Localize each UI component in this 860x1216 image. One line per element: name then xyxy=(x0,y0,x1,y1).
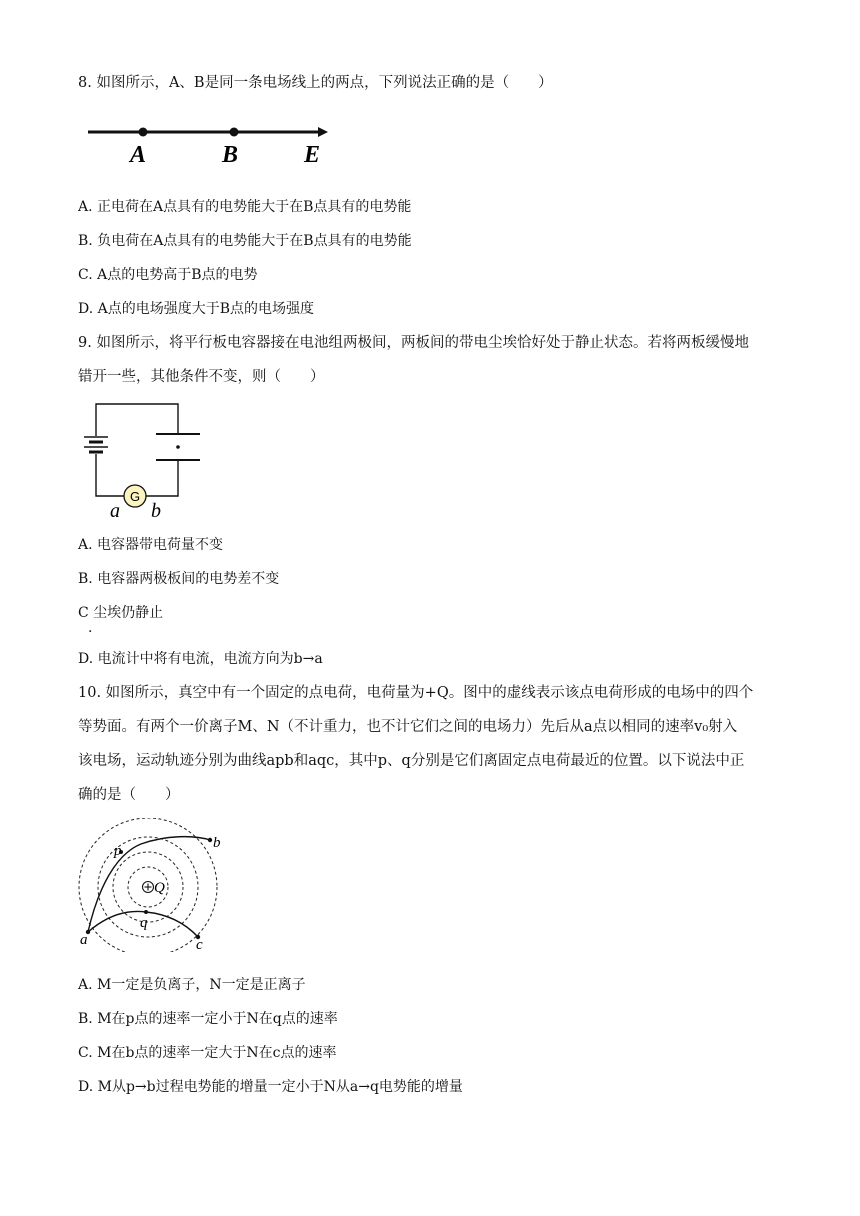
label-e: E xyxy=(304,142,321,168)
q10-stem-line4: 确的是（ ） xyxy=(78,787,180,803)
q8-stem: 8. 如图所示，A、B是同一条电场线上的两点，下列说法正确的是（ ） xyxy=(78,75,553,91)
q9-option-c: C 尘埃仍静止 xyxy=(78,605,164,621)
svg-text:b: b xyxy=(213,835,221,851)
q9-option-c-dot: . xyxy=(88,620,93,636)
q9-stem-line1: 9. 如图所示，将平行板电容器接在电池组两极间，两板间的带电尘埃恰好处于静止状态。若将两板缓慢地 xyxy=(78,335,749,351)
q10-equipotential-figure xyxy=(76,818,226,952)
svg-text:a: a xyxy=(80,932,88,948)
svg-text:c: c xyxy=(196,937,203,952)
svg-text:G: G xyxy=(129,489,141,504)
q8-option-b: B. 负电荷在A点具有的电势能大于在B点具有的电势能 xyxy=(78,233,412,249)
q8-option-a: A. 正电荷在A点具有的电势能大于在B点具有的电势能 xyxy=(78,199,412,215)
q8-option-c: C. A点的电势高于B点的电势 xyxy=(78,267,258,283)
q10-option-d: D. M从p→b过程电势能的增量一定小于N从a→q电势能的增量 xyxy=(78,1079,463,1095)
point-b-dot xyxy=(230,128,239,137)
dust-particle xyxy=(176,445,180,449)
q9-capacitor-circuit-figure xyxy=(80,400,210,522)
point-a-dot xyxy=(139,128,148,137)
q9-option-a: A. 电容器带电荷量不变 xyxy=(78,537,224,553)
q10-stem-line1: 10. 如图所示，真空中有一个固定的点电荷，电荷量为+Q。图中的虚线表示该点电荷形成的电场中的四个 xyxy=(78,685,754,701)
q8-option-d: D. A点的电场强度大于B点的电场强度 xyxy=(78,301,315,317)
label-b: B xyxy=(222,142,239,168)
q9-stem-line2: 错开一些，其他条件不变，则（ ） xyxy=(78,369,325,385)
svg-text:Q: Q xyxy=(154,880,165,896)
svg-text:p: p xyxy=(114,843,122,859)
q10-stem-line3: 该电场，运动轨迹分别为曲线apb和aqc，其中p、q分别是它们离固定点电荷最近的位置。以下说法中正 xyxy=(78,753,745,769)
q10-option-c: C. M在b点的速率一定大于N在c点的速率 xyxy=(78,1045,337,1061)
svg-text:q: q xyxy=(140,915,148,931)
q10-option-b: B. M在p点的速率一定小于N在q点的速率 xyxy=(78,1011,338,1027)
q10-stem-line2: 等势面。有两个一价离子M、N（不计重力，也不计它们之间的电场力）先后从a点以相同的速率v₀射入 xyxy=(78,719,738,735)
q10-option-a: A. M一定是负离子，N一定是正离子 xyxy=(78,977,306,993)
svg-text:b: b xyxy=(151,500,161,522)
q8-field-line-figure xyxy=(86,118,336,168)
q9-option-b: B. 电容器两极板间的电势差不变 xyxy=(78,571,280,587)
q9-option-d: D. 电流计中将有电流，电流方向为b→a xyxy=(78,651,323,667)
svg-text:a: a xyxy=(110,500,120,522)
label-a: A xyxy=(130,142,147,168)
